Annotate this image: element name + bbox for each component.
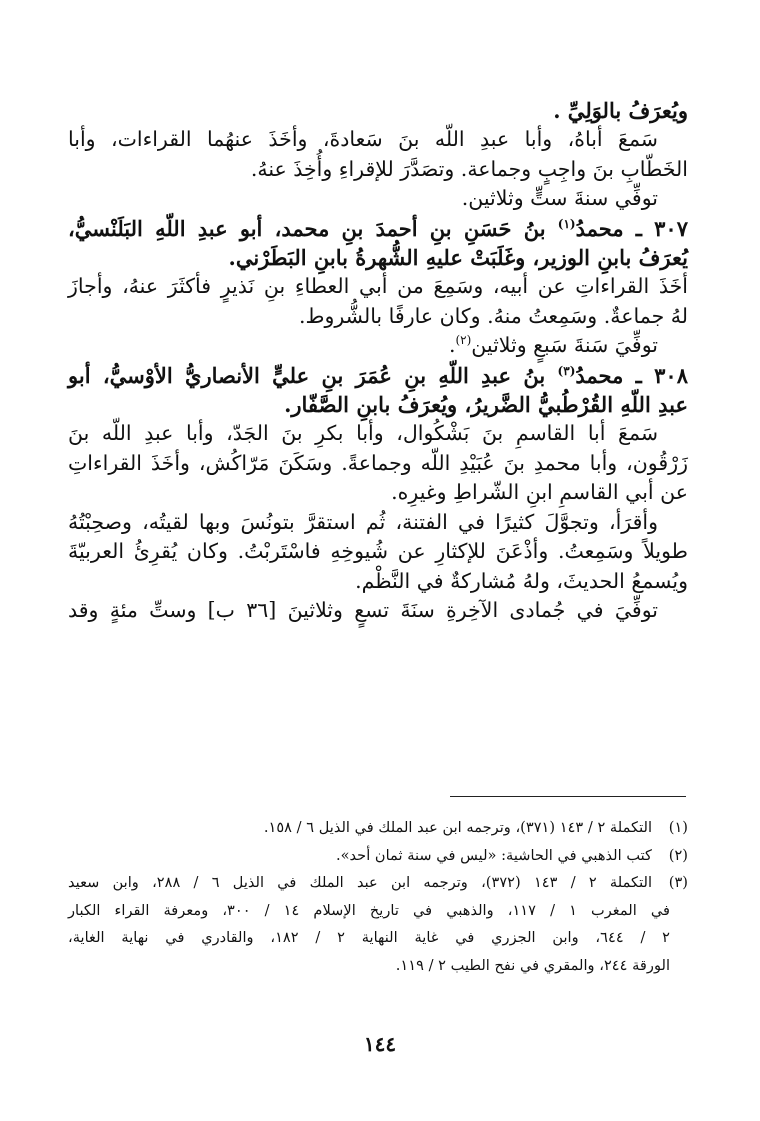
footnote-number: (٣) bbox=[668, 874, 688, 891]
footnote-body bbox=[68, 842, 652, 870]
entry-306-end: ويُعرَفُ بالوَلِيِّ . bbox=[553, 98, 688, 123]
main-text bbox=[68, 96, 688, 625]
footnotes bbox=[68, 814, 688, 979]
entry-307-name: بنُ حَسَنِ بنِ أحمدَ بنِ محمد، أبو عبدِ اللّهِ البَلَنْسيُّ، bbox=[68, 215, 558, 241]
footnote-ref-3: (٣) bbox=[557, 363, 576, 378]
entry-308-heading bbox=[68, 361, 688, 390]
text-line: الخَطّابِ بنَ واجِبٍ وجماعة. وتصَدَّرَ للإقراءِ وأُخِذَ عنهُ. bbox=[250, 156, 688, 181]
death-note-line: توفِّي سنةَ ستٍّ وثلاثين. bbox=[461, 186, 658, 211]
footnote-1 bbox=[68, 814, 688, 842]
entry-307-number: ٣٠٧ ـ محمدُ bbox=[575, 215, 688, 241]
footnote-body bbox=[68, 814, 652, 842]
entry-307-heading bbox=[68, 214, 688, 243]
entry-308-number: ٣٠٨ ـ محمدُ bbox=[575, 362, 688, 388]
death-note-line: توفِّيَ في جُمادى الآخِرةِ سنَةَ تسعٍ وثلاثينَ [٣٦ ب] وستِّ مئةٍ وقد bbox=[68, 597, 659, 622]
text-line: عن أبي القاسمِ ابنِ الشّراطِ وغيرِه. bbox=[391, 480, 688, 505]
death-note-line bbox=[68, 331, 688, 360]
footnote-ref-1: (١) bbox=[557, 216, 576, 231]
footnote-line: التكملة ٢ / ١٤٣ (٣٧١)، وترجمه ابن عبد الملك في الذيل ٦ / ١٥٨. bbox=[263, 819, 652, 836]
text-line: طويلاً وسَمِعتُ. وأذْعَنَ للإكثارِ عن شُيوخِهِ فاسْتَربْتُ. وكان يُقرِئُ العربيّةَ bbox=[68, 539, 688, 564]
footnote-number: (٢) bbox=[668, 846, 688, 864]
text-line: وأقرَأ، وتجوَّلَ كثيرًا في الفتنة، ثُم استقرَّ بتونُسَ وبها لقيتُه، وصحِبْتُهُ bbox=[68, 509, 658, 534]
footnote-line: ٢ / ٦٤٤، وابن الجزري في غاية النهاية ٢ / ١٨٢، والقادري في نهاية الغاية، bbox=[68, 929, 670, 946]
footnote-ref-2: (٢) bbox=[455, 333, 472, 348]
death-note-text: توفِّيَ سَنةَ سَبعٍ وثلاثين bbox=[471, 333, 658, 358]
text-line: سَمعَ أبا القاسمِ بنَ بَشْكُوال، وأبا بكرِ بنَ الجَدّ، وأبا عبدِ اللّه بنَ bbox=[68, 421, 658, 446]
entry-308-name: بنُ عبدِ اللّهِ بنِ عُمَرَ بنِ عليٍّ الأنصاريُّ الأوْسيُّ، أبو bbox=[68, 362, 558, 388]
footnote-body bbox=[68, 869, 670, 979]
entry-308-heading-cont: عبدِ اللّهِ القُرْطُبيُّ الضَّريرُ، ويُعرَفُ بابنِ الصَّفّار. bbox=[284, 392, 688, 418]
footnote-line: في المغرب ١ / ١١٧، والذهبي في تاريخ الإسلام ١٤ / ٣٠٠، ومعرفة القراء الكبار bbox=[68, 901, 670, 919]
text-line: سَمعَ أباهُ، وأبا عبدِ اللّه بنَ سَعادةَ، وأخَذَ عنهُما القراءات، وأبا bbox=[68, 127, 658, 152]
footnote-2 bbox=[68, 842, 688, 870]
footnote-number: (١) bbox=[668, 819, 688, 836]
footnote-3 bbox=[68, 869, 688, 979]
footnote-line: كتب الذهبي في الحاشية: «ليس في سنة ثمان أحد». bbox=[335, 846, 652, 864]
footnote-line: التكملة ٢ / ١٤٣ (٣٧٢)، وترجمه ابن عبد الملك في الذيل ٦ / ٢٨٨، وابن سعيد bbox=[68, 874, 652, 891]
text-line: أخَذَ القراءاتِ عن أبيه، وسَمِعَ من أبي العطاءِ بنِ نَذيرٍ فأكثَرَ عنهُ، وأجازَ bbox=[68, 274, 688, 299]
entry-307-heading-cont: يُعرَفُ بابنِ الوزير، وغَلَبَتْ عليهِ الشُّهرةُ بابنِ البَطَرْني. bbox=[228, 245, 688, 271]
text-line: ويُسمعُ الحديثَ، ولهُ مُشاركةٌ في النَّظْم. bbox=[355, 568, 688, 593]
page-number: ١٤٤ bbox=[363, 1032, 397, 1056]
death-note-end: . bbox=[448, 333, 456, 358]
footnote-line: الورقة ٢٤٤، والمقري في نفح الطيب ٢ / ١١٩. bbox=[395, 956, 670, 974]
text-line: لهُ جماعةٌ. وسَمِعتُ منهُ. وكان عارفًا بالشُّروط. bbox=[298, 303, 688, 328]
footnote-divider bbox=[450, 796, 686, 797]
text-line: زَرْقُون، وأبا محمدِ بنَ عُبَيْدِ اللّه وجماعةً. وسَكَنَ مَرّاكُش، وأخَذَ القراءاتِ bbox=[68, 450, 688, 475]
page-body bbox=[68, 96, 688, 625]
